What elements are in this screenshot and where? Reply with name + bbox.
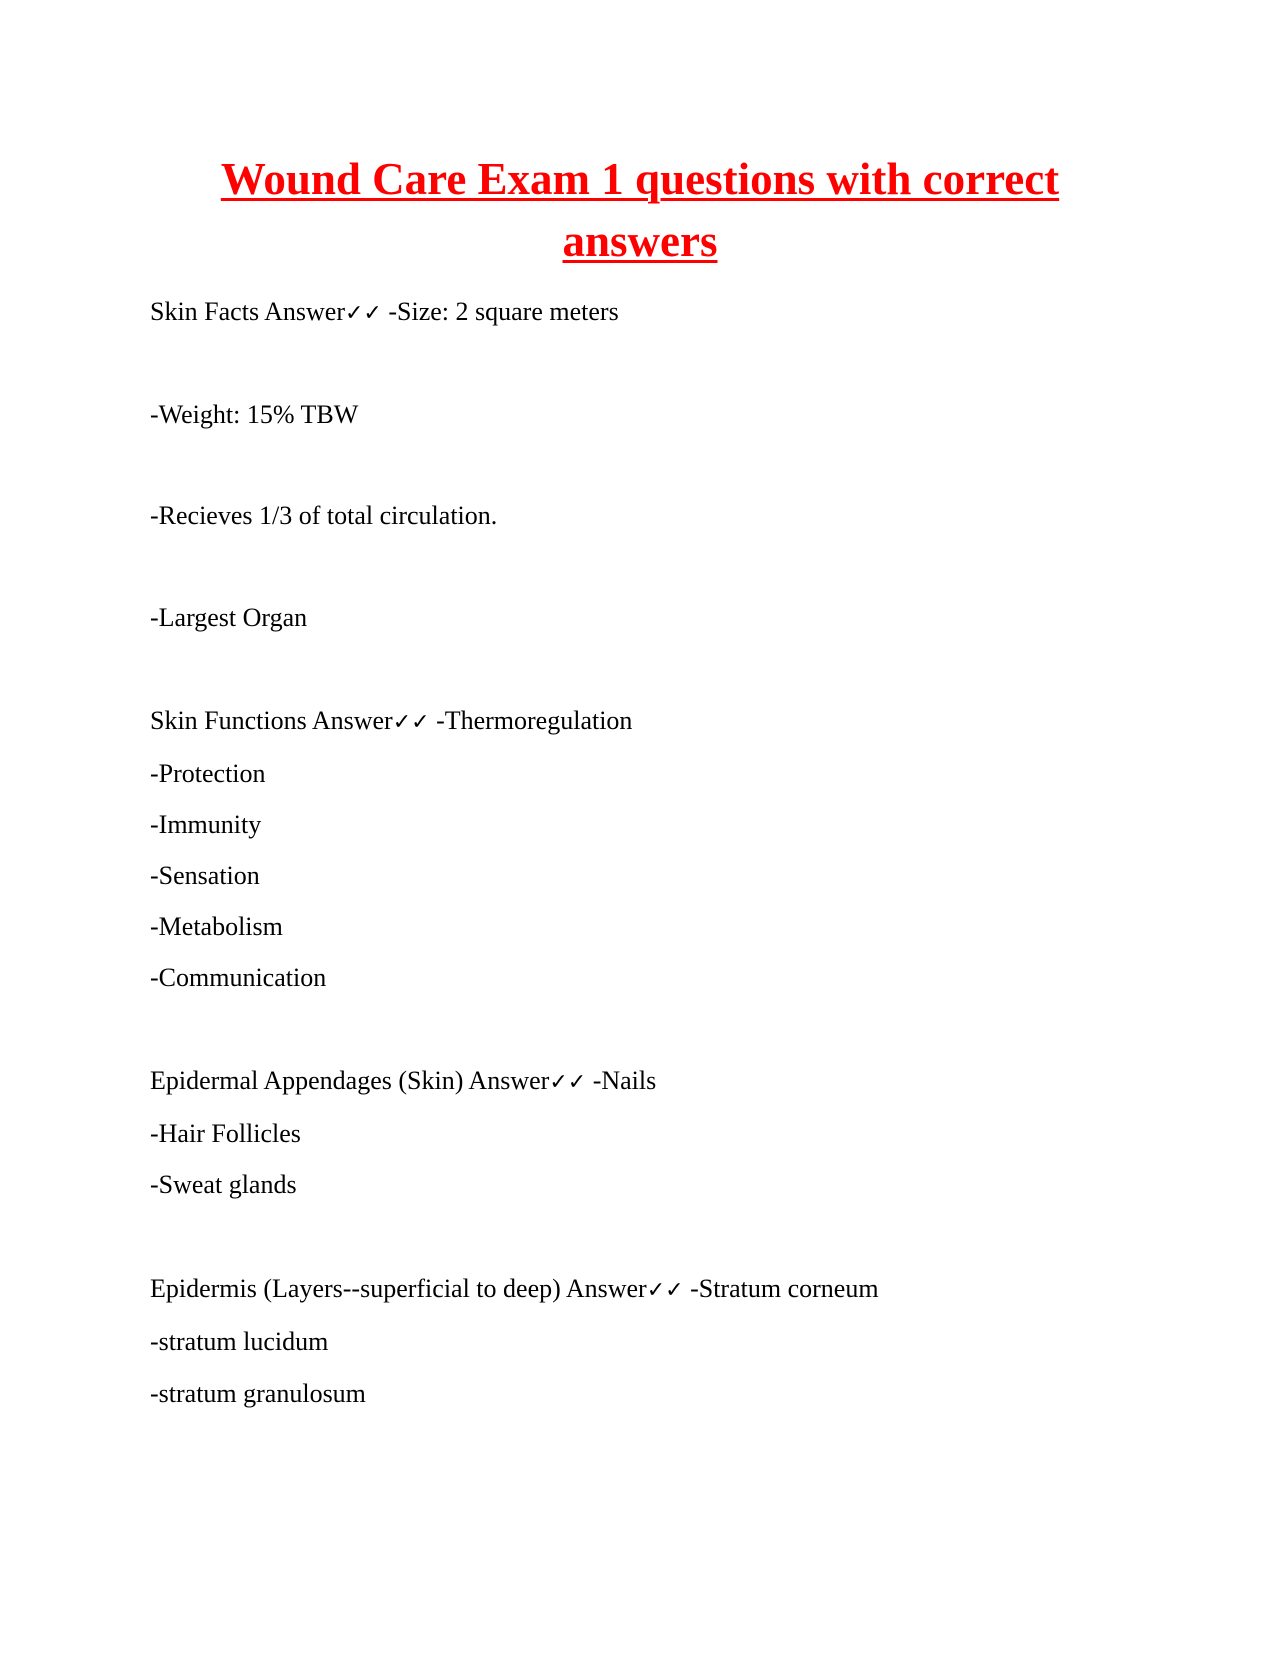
answer-line: -Largest Organ — [150, 603, 308, 632]
answer-line: -Weight: 15% TBW — [150, 400, 359, 429]
answer-text: -Size: 2 square meters — [388, 297, 619, 326]
checkmark-icon: ✓✓ — [549, 1070, 587, 1095]
answer-line: -Metabolism — [150, 912, 283, 941]
question-label: Epidermal Appendages (Skin) Answer — [150, 1066, 550, 1095]
answer-line: -Sweat glands — [150, 1170, 297, 1199]
question-skin-facts — [150, 295, 619, 331]
answer-line: -Sensation — [150, 861, 260, 890]
answer-line: -Recieves 1/3 of total circulation. — [150, 501, 498, 530]
answer-line: -Hair Follicles — [150, 1119, 301, 1148]
answer-line: -stratum lucidum — [150, 1327, 329, 1356]
document-title: Wound Care Exam 1 questions with correct answers — [220, 154, 1060, 266]
checkmark-icon: ✓✓ — [345, 301, 382, 326]
answer-line: -Immunity — [150, 810, 262, 839]
question-epidermal-appendages — [150, 1064, 656, 1100]
answer-line: -Protection — [150, 759, 266, 788]
checkmark-icon: ✓✓ — [392, 710, 430, 735]
question-label: Skin Facts Answer — [150, 297, 345, 326]
answer-text: -Stratum corneum — [690, 1274, 879, 1303]
answer-text: -Nails — [592, 1066, 657, 1095]
answer-line: -stratum granulosum — [150, 1379, 366, 1408]
answer-text: -Thermoregulation — [436, 706, 633, 735]
question-epidermis-layers — [150, 1272, 879, 1308]
question-skin-functions — [150, 704, 632, 740]
answer-line: -Communication — [150, 963, 327, 992]
checkmark-icon: ✓✓ — [646, 1278, 684, 1303]
question-label: Skin Functions Answer — [150, 706, 393, 735]
question-label: Epidermis (Layers--superficial to deep) Answer — [150, 1274, 647, 1303]
